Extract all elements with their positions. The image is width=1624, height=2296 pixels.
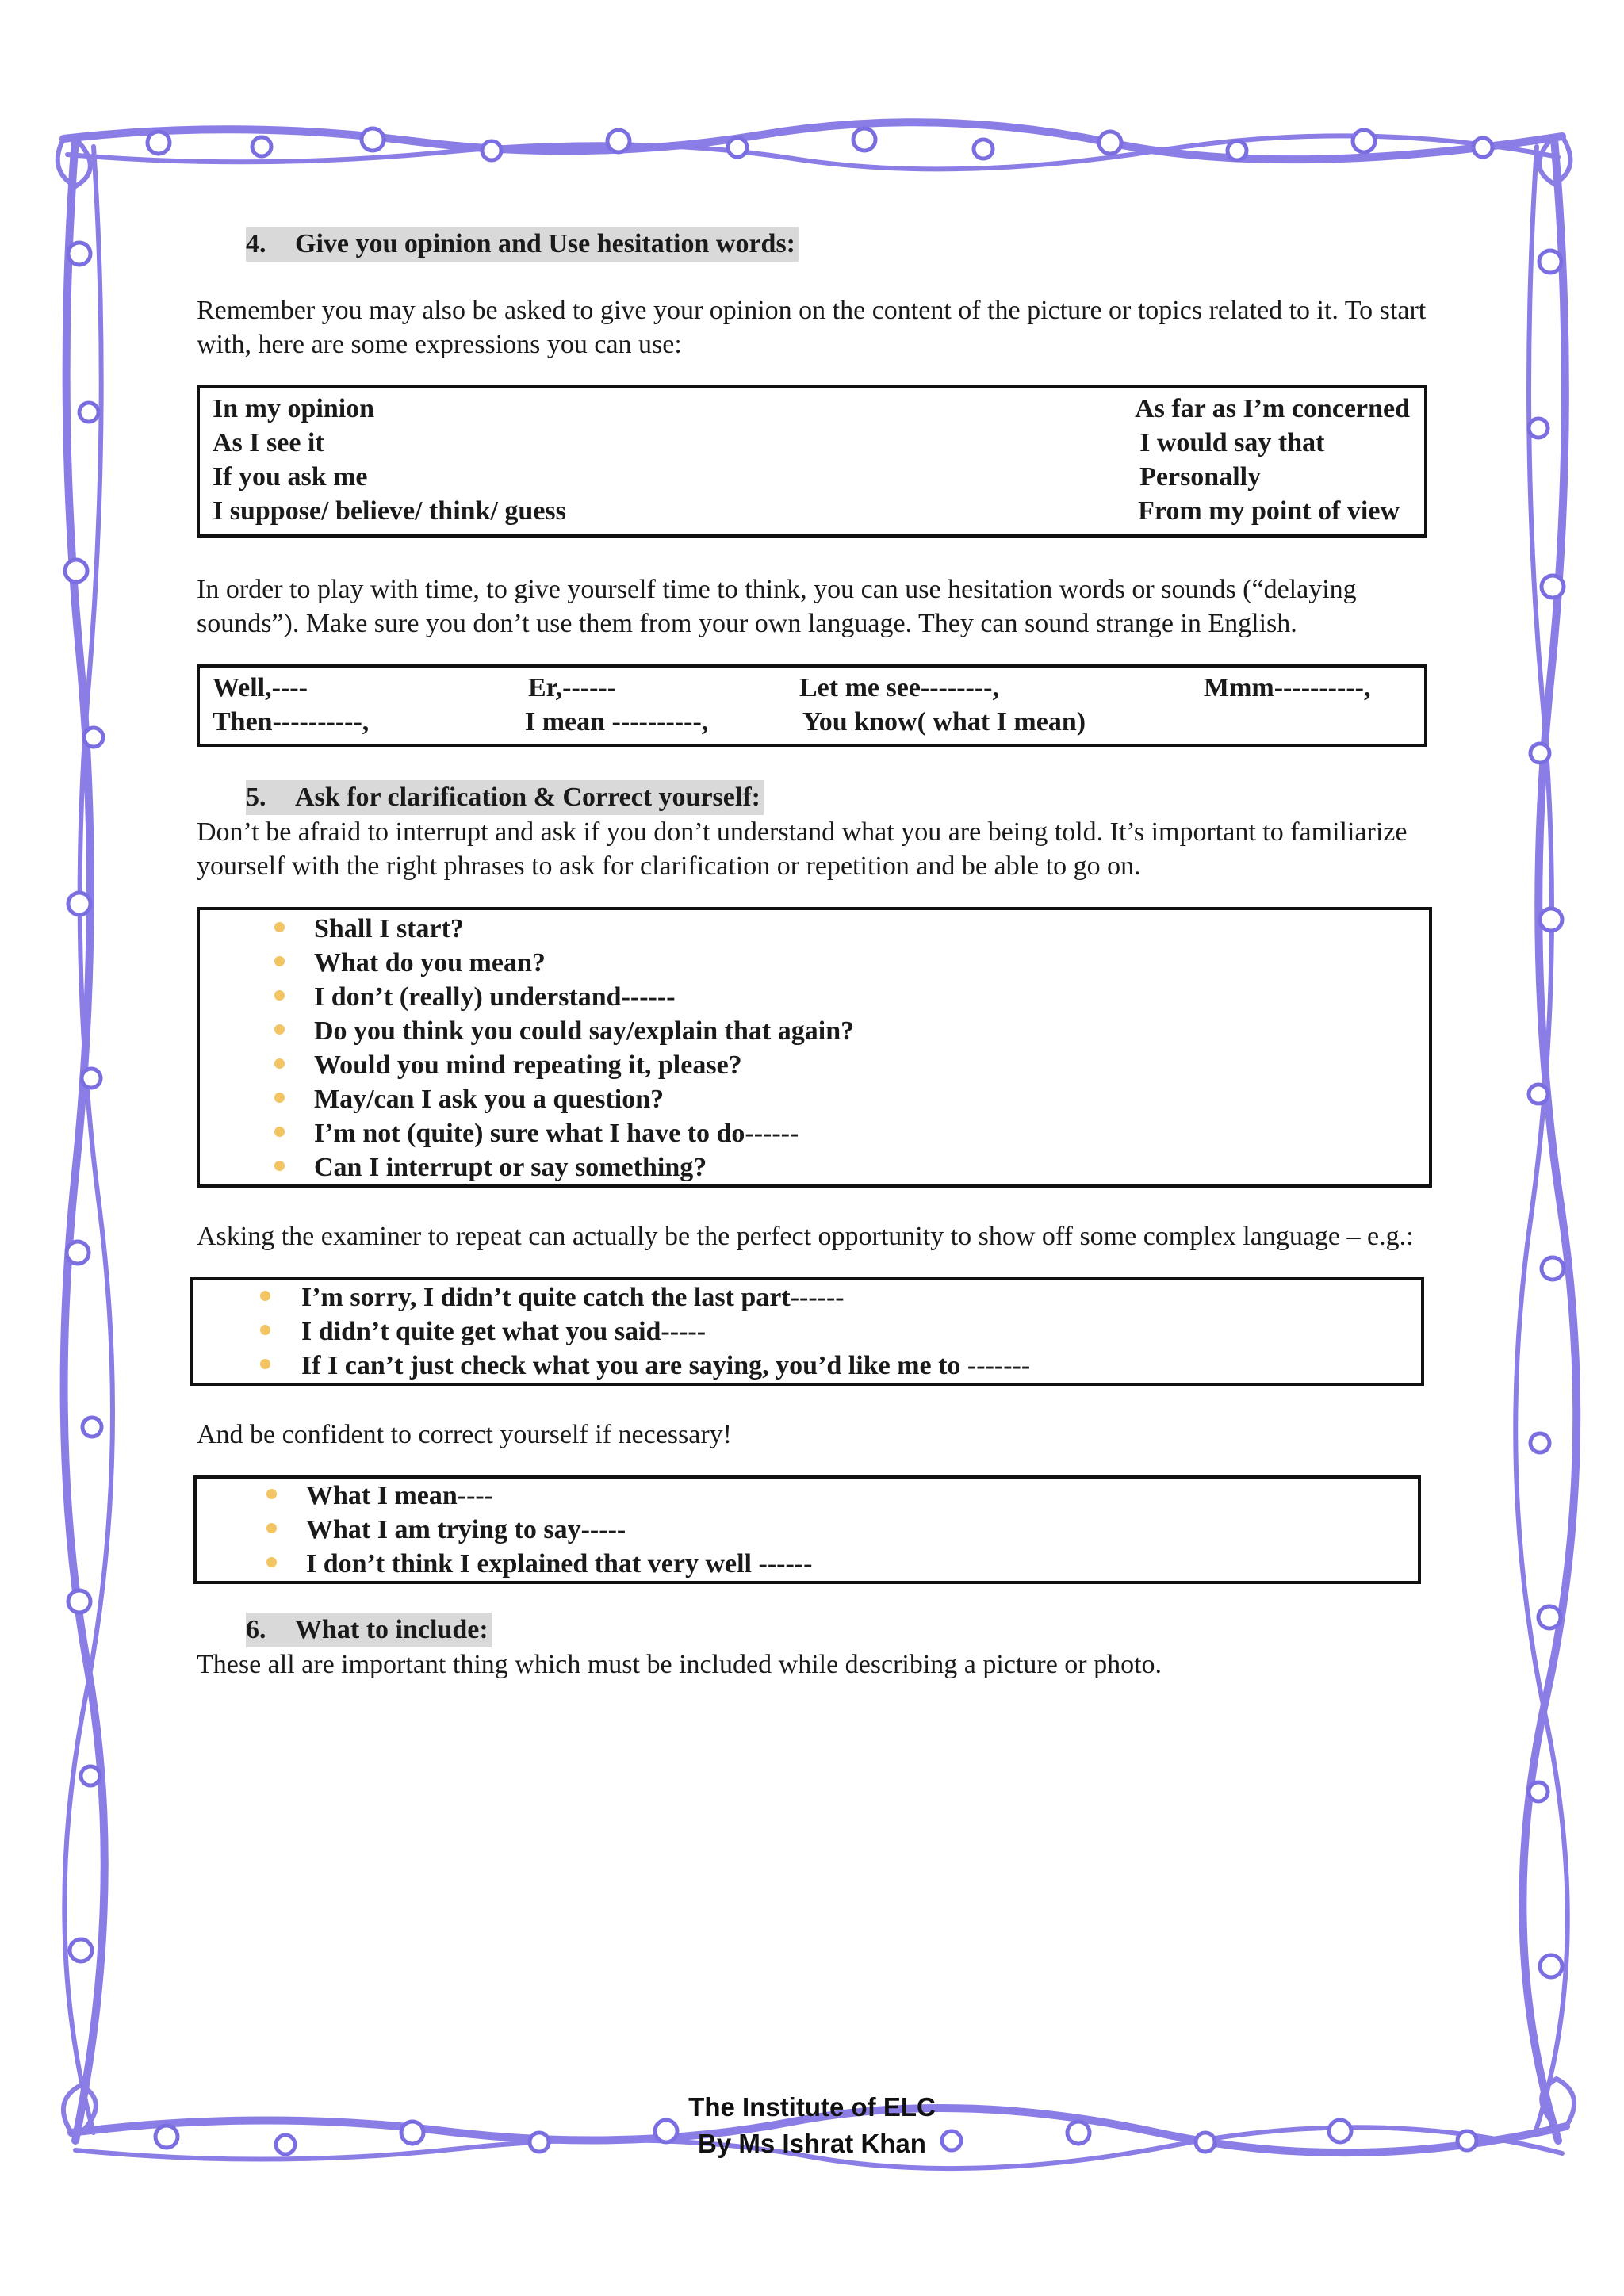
bullet-icon [274, 1161, 285, 1171]
hesitation-word: Well,---- [213, 673, 308, 702]
hesitation-word: Mmm----------, [1204, 673, 1371, 702]
paragraph: Asking the examiner to repeat can actually be the perfect opportunity to show off some complex language – e.g.: [197, 1222, 1414, 1251]
section-title: Give you opinion and Use hesitation words: [295, 229, 795, 258]
paragraph: In order to play with time, to give yourself time to think, you can use hesitation words or sounds (“delaying sounds”). Make sure you don’t use them from your own language. They can sound strange in English. [197, 575, 1357, 638]
correct-yourself-box [193, 1475, 1421, 1584]
expression: I suppose/ believe/ think/ guess [213, 496, 566, 526]
list-item: Can I interrupt or say something? [314, 1150, 1429, 1184]
paragraph: Remember you may also be asked to give your opinion on the content of the picture or topics related to it. To start with, here are some expressions you can use: [197, 296, 1427, 359]
hesitation-row [213, 671, 1411, 705]
section-number: 4. [246, 229, 266, 258]
bullet-icon [266, 1523, 277, 1533]
section-title: What to include: [295, 1615, 488, 1644]
list-item: What do you mean? [314, 946, 1429, 980]
expression: From my point of view [1138, 496, 1400, 526]
list-item: I don’t (really) understand------ [314, 980, 1429, 1014]
hesitation-word: You know( what I mean) [802, 707, 1086, 737]
list-item: If I can’t just check what you are saying, you’d like me to ------- [301, 1349, 1421, 1383]
bullet-icon [274, 922, 285, 932]
section-5-heading [246, 780, 764, 815]
footer-institute: The Institute of ELC [688, 2092, 936, 2122]
footer [0, 2089, 1624, 2162]
expression: As I see it [213, 428, 324, 457]
hesitation-words-box [197, 664, 1427, 747]
paragraph: Don’t be afraid to interrupt and ask if you don’t understand what you are being told. It’s important to familiarize yourself with the right phrases to ask for clarification or repetition and be able to go on. [197, 817, 1408, 881]
list-item: Shall I start? [314, 912, 1429, 946]
list-item: I’m not (quite) sure what I have to do------ [314, 1116, 1429, 1150]
bullet-icon [266, 1557, 277, 1567]
hesitation-word: Let me see--------, [799, 673, 999, 702]
bullet-icon [274, 1024, 285, 1035]
bullet-icon [274, 956, 285, 966]
document-body [197, 214, 1434, 1682]
bullet-icon [274, 1058, 285, 1069]
bullet-icon [274, 990, 285, 1001]
list-item: Would you mind repeating it, please? [314, 1048, 1429, 1082]
expression: I would say that [1139, 428, 1325, 457]
opinion-expressions-box [197, 385, 1427, 538]
list-item: What I am trying to say----- [306, 1513, 1418, 1547]
clarification-phrases-box [197, 907, 1432, 1188]
hesitation-row [213, 705, 1411, 739]
list-item: May/can I ask you a question? [314, 1082, 1429, 1116]
bullet-icon [274, 1093, 285, 1103]
list-item: I don’t think I explained that very well ------ [306, 1547, 1418, 1581]
opinion-column-left [213, 392, 566, 528]
bullet-icon [266, 1489, 277, 1499]
section-title: Ask for clarification & Correct yourself: [295, 783, 760, 812]
bullet-icon [260, 1325, 270, 1335]
bullet-icon [260, 1359, 270, 1369]
bullet-icon [260, 1291, 270, 1301]
repeat-phrases-box [190, 1277, 1424, 1386]
expression: If you ask me [213, 462, 368, 492]
opinion-column-right [1135, 392, 1410, 528]
expression: In my opinion [213, 394, 375, 423]
paragraph: These all are important thing which must be included while describing a picture or photo. [197, 1650, 1162, 1679]
footer-author: By Ms Ishrat Khan [698, 2129, 926, 2158]
hesitation-word: I mean ----------, [525, 707, 709, 737]
section-4-heading [246, 227, 799, 262]
list-item: Do you think you could say/explain that again? [314, 1014, 1429, 1048]
section-number: 5. [246, 783, 266, 812]
expression: As far as I’m concerned [1135, 394, 1410, 423]
expression: Personally [1139, 462, 1262, 492]
section-number: 6. [246, 1615, 266, 1644]
list-item: I didn’t quite get what you said----- [301, 1314, 1421, 1349]
list-item: I’m sorry, I didn’t quite catch the last part------ [301, 1280, 1421, 1314]
paragraph: And be confident to correct yourself if necessary! [197, 1420, 733, 1449]
hesitation-word: Then----------, [213, 707, 370, 737]
hesitation-word: Er,------ [528, 673, 617, 702]
bullet-icon [274, 1127, 285, 1137]
list-item: What I mean---- [306, 1479, 1418, 1513]
section-6-heading [246, 1613, 492, 1647]
